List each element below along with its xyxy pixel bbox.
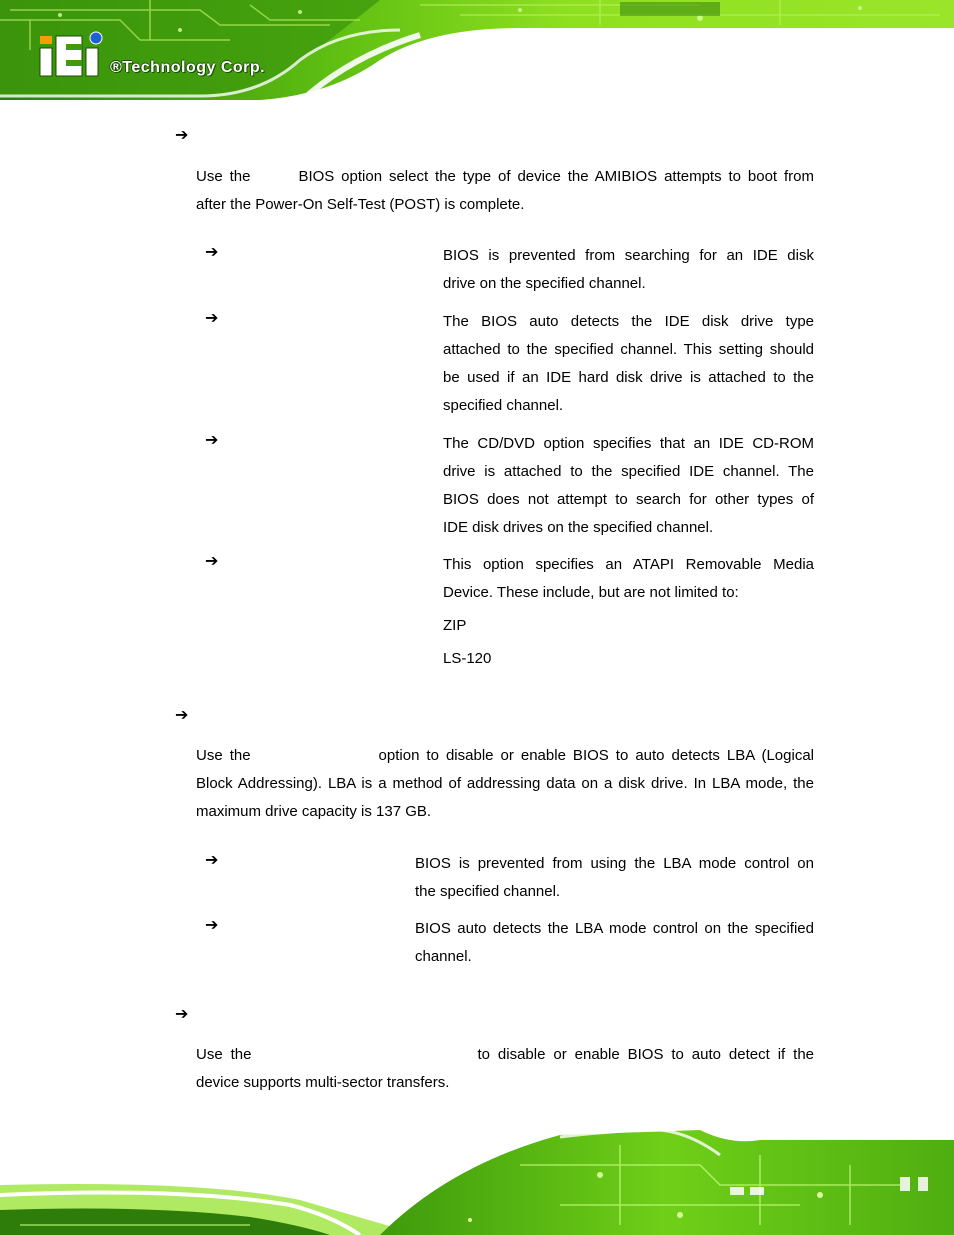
desc-line: BIOS does not attempt to search for other types of <box>443 491 814 508</box>
section2-intro-line3: maximum drive capacity is 137 GB. <box>196 803 432 820</box>
section3-arrow-icon: ➔ <box>175 1004 189 1023</box>
option-arrow-icon: ➔ <box>205 850 219 869</box>
list-item: ZIP <box>443 617 467 634</box>
section1-arrow-icon: ➔ <box>175 125 189 144</box>
iei-logo-icon <box>38 30 108 80</box>
option-arrow-icon: ➔ <box>205 308 219 327</box>
option-arrow-icon: ➔ <box>205 242 219 261</box>
intro-text: Use the <box>196 747 251 764</box>
option-arrow-icon: ➔ <box>205 551 219 570</box>
option-description <box>443 308 814 420</box>
footer-banner <box>0 1125 954 1235</box>
desc-line: This option specifies an ATAPI Removable Media <box>443 556 814 573</box>
section1-intro-line1 <box>196 163 814 191</box>
header-banner <box>0 0 954 112</box>
option-description <box>415 850 814 906</box>
section2-intro-line1 <box>196 742 814 770</box>
desc-line: drive on the specified channel. <box>443 275 646 292</box>
section2-arrow-icon: ➔ <box>175 705 189 724</box>
circuit-board-footer <box>0 1125 954 1235</box>
desc-line: The CD/DVD option specifies that an IDE CD-ROM <box>443 435 814 452</box>
company-name: ®Technology Corp. <box>110 59 266 76</box>
option-description <box>443 430 814 542</box>
intro-text: Use the <box>196 168 251 185</box>
desc-line: Device. These include, but are not limited to: <box>443 584 739 601</box>
desc-line: drive is attached to the specified IDE channel. The <box>443 463 814 480</box>
desc-line: specified channel. <box>443 397 564 414</box>
desc-line: channel. <box>415 948 472 965</box>
section3-intro-line2: device supports multi-sector transfers. <box>196 1074 450 1091</box>
option-arrow-icon: ➔ <box>205 915 219 934</box>
option-description <box>443 551 814 607</box>
list-item: LS-120 <box>443 650 492 667</box>
desc-line: BIOS is prevented from searching for an IDE disk <box>443 247 814 264</box>
section1-intro-line2: after the Power-On Self-Test (POST) is complete. <box>196 196 525 213</box>
option-arrow-icon: ➔ <box>205 430 219 449</box>
desc-line: The BIOS auto detects the IDE disk drive type <box>443 313 814 330</box>
circuit-board-banner <box>0 0 954 112</box>
desc-line: IDE disk drives on the specified channel. <box>443 519 714 536</box>
section3-intro-line1 <box>196 1041 814 1069</box>
desc-line: the specified channel. <box>415 883 561 900</box>
intro-text: option to disable or enable BIOS to auto detects LBA (Logical <box>378 747 814 764</box>
option-description <box>415 915 814 971</box>
intro-text: Use the <box>196 1046 252 1063</box>
option-description <box>443 242 814 298</box>
section2-intro-line2: Block Addressing). LBA is a method of addressing data on a disk drive. In LBA mode, the <box>196 775 814 792</box>
intro-text: BIOS option select the type of device the AMIBIOS attempts to boot from <box>298 168 814 185</box>
intro-text: to disable or enable BIOS to auto detect if the <box>477 1046 814 1063</box>
desc-line: BIOS is prevented from using the LBA mode control on <box>415 855 814 872</box>
desc-line: be used if an IDE hard disk drive is attached to the <box>443 369 814 386</box>
desc-line: BIOS auto detects the LBA mode control on the specified <box>415 920 814 937</box>
desc-line: attached to the specified channel. This setting should <box>443 341 814 358</box>
